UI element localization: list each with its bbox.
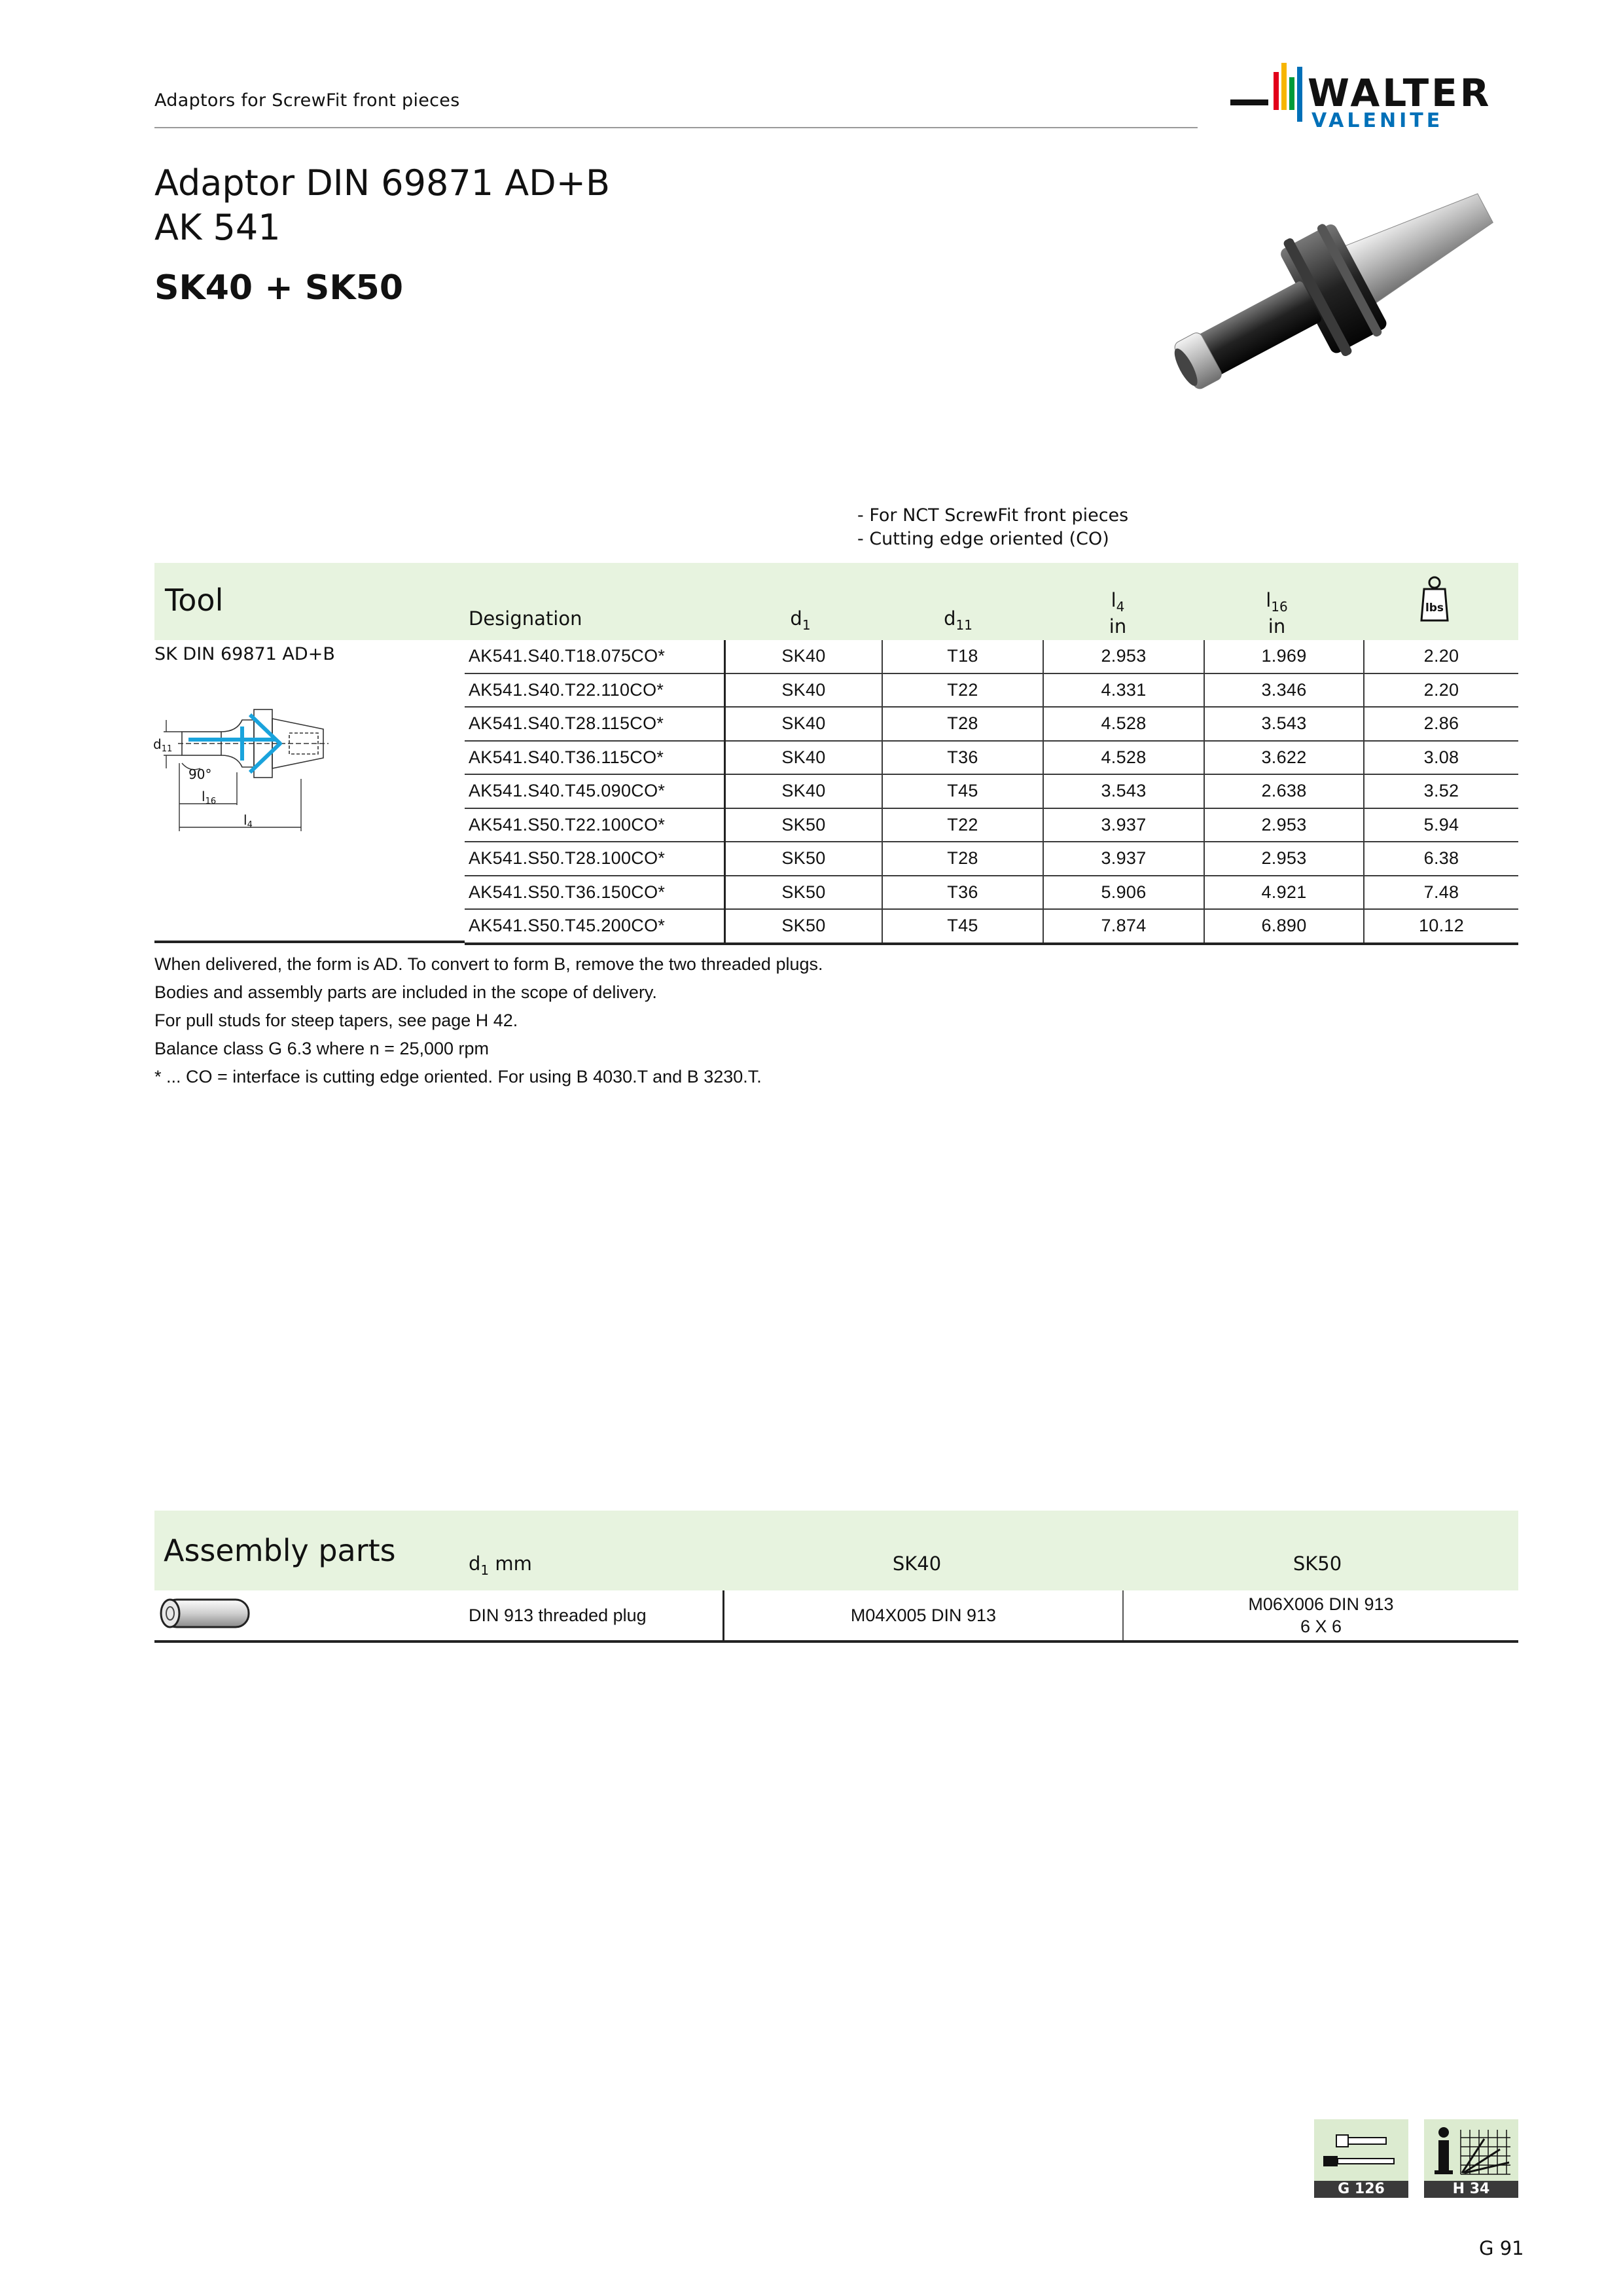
page-title-line1: Adaptor DIN 69871 AD+B — [154, 162, 611, 204]
cell-l16: 3.543 — [1204, 707, 1364, 741]
col-header-d11: $d_{11}$ — [944, 607, 972, 633]
col-header-designation: Designation — [469, 607, 582, 630]
cell-d1: SK50 — [725, 876, 883, 910]
walter-valenite-logo — [1230, 60, 1518, 132]
assembly-col-header-sk50: SK50 — [1293, 1552, 1342, 1575]
table-row — [465, 1590, 1518, 1641]
cell-designation: AK541.S50.T36.150CO* — [465, 876, 725, 910]
table-row — [465, 673, 1518, 708]
cell-weight: 10.12 — [1364, 909, 1518, 944]
cell-designation: AK541.S40.T28.115CO* — [465, 707, 725, 741]
cell-l16: 3.346 — [1204, 673, 1364, 708]
cell-l16: 6.890 — [1204, 909, 1364, 944]
footnote-item: Bodies and assembly parts are included in the scope of delivery. — [154, 982, 657, 1002]
table-row — [465, 774, 1518, 808]
cell-designation: AK541.S50.T28.100CO* — [465, 842, 725, 876]
footnote-item: * ... CO = interface is cutting edge oriented. For using B 4030.T and B 3230.T. — [154, 1067, 762, 1086]
cell-l4: 4.331 — [1043, 673, 1204, 708]
cell-weight: 2.20 — [1364, 640, 1518, 673]
cell-l4: 3.937 — [1043, 808, 1204, 842]
logo-text-valenite: VALENITE — [1311, 109, 1444, 132]
table-row — [465, 707, 1518, 741]
cell-l16: 3.622 — [1204, 741, 1364, 775]
ref-info-chart[interactable] — [1424, 2119, 1518, 2198]
cell-l4: 3.937 — [1043, 842, 1204, 876]
cell-l4: 7.874 — [1043, 909, 1204, 944]
cell-designation: AK541.S40.T36.115CO* — [465, 741, 725, 775]
table-row — [465, 741, 1518, 775]
cell-d11: T28 — [882, 842, 1043, 876]
ref-label: H 34 — [1424, 2181, 1518, 2198]
assembly-section-heading: Assembly parts — [164, 1533, 396, 1568]
adaptor-product-image — [1139, 157, 1525, 406]
assembly-parts-table — [465, 1590, 1518, 1643]
table-row — [465, 842, 1518, 876]
assembly-col-header-sk40: SK40 — [892, 1552, 942, 1575]
diagram-label-l16: $l_{16}$ — [202, 789, 217, 806]
cell-d11: T36 — [882, 876, 1043, 910]
diagram-label-angle: 90° — [188, 766, 212, 782]
cell-weight: 3.08 — [1364, 741, 1518, 775]
cell-weight: 3.52 — [1364, 774, 1518, 808]
cell-designation: AK541.S40.T45.090CO* — [465, 774, 725, 808]
running-head: Adaptors for ScrewFit front pieces — [154, 90, 460, 111]
cell-d11: T22 — [882, 808, 1043, 842]
weight-icon — [1418, 575, 1452, 623]
footnotes — [154, 950, 823, 1091]
cell-l16: 2.953 — [1204, 842, 1364, 876]
cell-d11: T45 — [882, 774, 1043, 808]
cell-d1: SK50 — [725, 909, 883, 944]
tool-section-heading: Tool — [165, 583, 224, 618]
cell-d11: T22 — [882, 673, 1043, 708]
tool-subtitle: SK DIN 69871 AD+B — [154, 644, 335, 664]
cell-l4: 4.528 — [1043, 741, 1204, 775]
cell-d11: T45 — [882, 909, 1043, 944]
cell-designation: AK541.S50.T45.200CO* — [465, 909, 725, 944]
footnote-item: When delivered, the form is AD. To convert to form B, remove the two threaded plugs. — [154, 954, 823, 974]
cell-l4: 2.953 — [1043, 640, 1204, 673]
logo-text-walter: WALTER — [1308, 71, 1492, 115]
page-title-line2: AK 541 — [154, 207, 281, 248]
header-rule — [154, 127, 1198, 128]
table-row — [465, 640, 1518, 673]
cell-d1: SK40 — [725, 707, 883, 741]
cell-weight: 7.48 — [1364, 876, 1518, 910]
cell-l16: 2.638 — [1204, 774, 1364, 808]
page-number: G 91 — [1479, 2237, 1524, 2259]
ref-pull-stud[interactable] — [1314, 2119, 1408, 2198]
table-bottom-rule — [154, 941, 465, 943]
cell-weight: 2.20 — [1364, 673, 1518, 708]
assembly-part-name: DIN 913 threaded plug — [465, 1590, 724, 1641]
page-subtitle: SK40 + SK50 — [154, 268, 403, 308]
cell-designation: AK541.S40.T18.075CO* — [465, 640, 725, 673]
cell-d1: SK40 — [725, 640, 883, 673]
diagram-label-d11: $d_{11}$ — [153, 736, 173, 754]
cell-d11: T28 — [882, 707, 1043, 741]
cell-weight: 2.86 — [1364, 707, 1518, 741]
cell-l4: 3.543 — [1043, 774, 1204, 808]
cell-d1: SK40 — [725, 673, 883, 708]
assembly-part-sk50: M06X006 DIN 913 6 X 6 — [1123, 1590, 1518, 1641]
cell-d1: SK40 — [725, 741, 883, 775]
table-row — [465, 876, 1518, 910]
cell-d11: T36 — [882, 741, 1043, 775]
cell-designation: AK541.S50.T22.100CO* — [465, 808, 725, 842]
assembly-part-sk40: M04X005 DIN 913 — [724, 1590, 1124, 1641]
pull-stud-icon — [1314, 2119, 1408, 2181]
cell-d1: SK50 — [725, 842, 883, 876]
diagram-label-l4: $l_4$ — [243, 812, 253, 830]
col-header-l4: $l_4$ in — [1109, 589, 1127, 637]
footnote-item: For pull studs for steep tapers, see page H 42. — [154, 1011, 518, 1030]
cell-l4: 5.906 — [1043, 876, 1204, 910]
ref-label: G 126 — [1314, 2181, 1408, 2198]
info-chart-icon — [1424, 2119, 1518, 2181]
tool-dimension-diagram — [152, 681, 335, 857]
feature-notes — [857, 504, 1128, 551]
feature-note-item: - For NCT ScrewFit front pieces — [857, 505, 1129, 526]
tool-data-table — [465, 640, 1518, 945]
assembly-col-header-d1: $d_1$ mm — [469, 1552, 532, 1578]
cell-weight: 6.38 — [1364, 842, 1518, 876]
cell-designation: AK541.S40.T22.110CO* — [465, 673, 725, 708]
weight-icon-label: lbs — [1425, 601, 1444, 615]
cell-l16: 2.953 — [1204, 808, 1364, 842]
table-row — [465, 808, 1518, 842]
cell-l16: 1.969 — [1204, 640, 1364, 673]
cell-d1: SK50 — [725, 808, 883, 842]
cell-l4: 4.528 — [1043, 707, 1204, 741]
table-row — [465, 909, 1518, 944]
cell-l16: 4.921 — [1204, 876, 1364, 910]
cell-weight: 5.94 — [1364, 808, 1518, 842]
col-header-d1: $d_1$ — [790, 607, 811, 633]
feature-note-item: - Cutting edge oriented (CO) — [857, 529, 1109, 549]
footnote-item: Balance class G 6.3 where n = 25,000 rpm — [154, 1039, 490, 1058]
assembly-bottom-rule — [154, 1640, 465, 1643]
cell-d11: T18 — [882, 640, 1043, 673]
threaded-plug-image — [154, 1596, 253, 1631]
col-header-l16: $l_{16}$ in — [1266, 589, 1288, 637]
cell-d1: SK40 — [725, 774, 883, 808]
